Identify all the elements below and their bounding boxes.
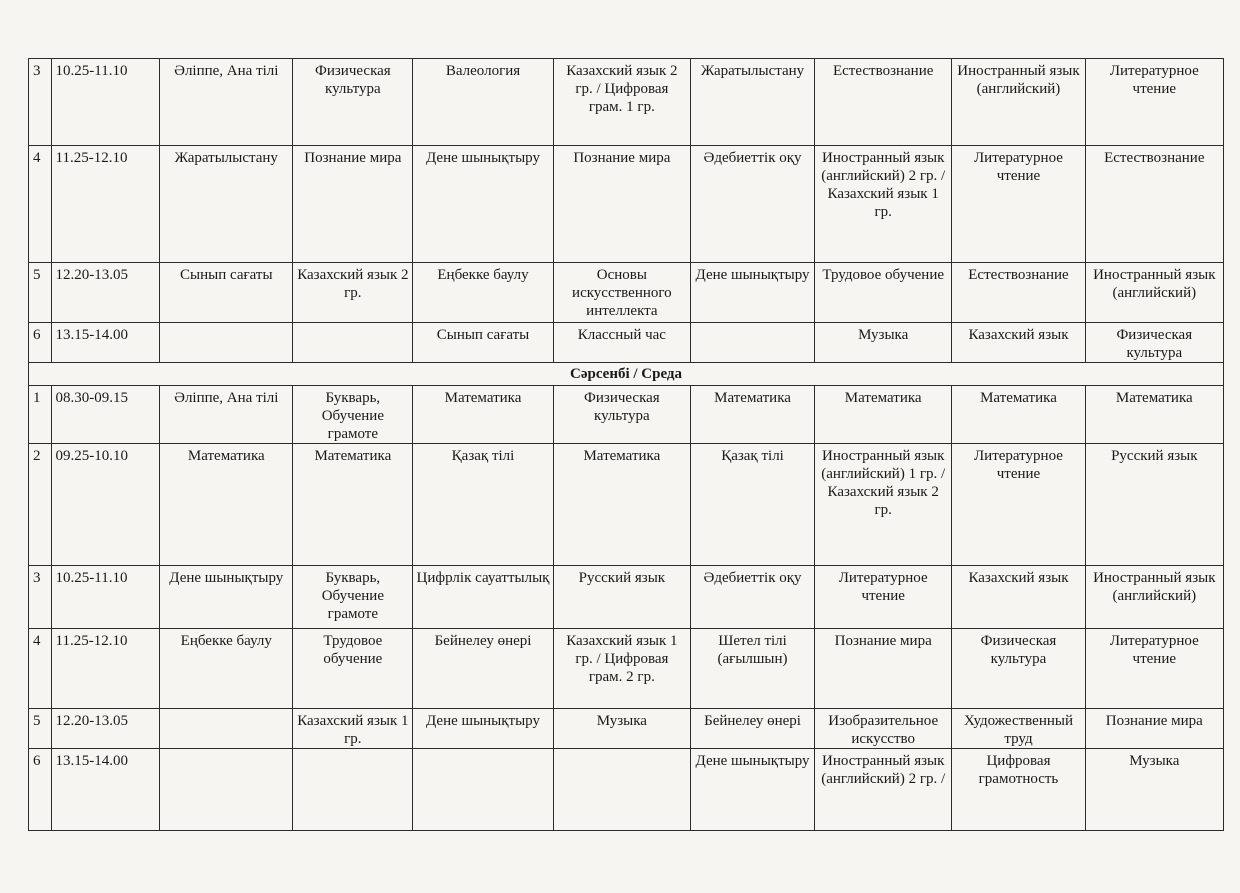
subject-cell: Еңбекке баулу xyxy=(413,263,553,323)
lesson-row xyxy=(29,444,1224,566)
subject-cell: Дене шынықтыру xyxy=(691,263,815,323)
lesson-time: 11.25-12.10 xyxy=(51,146,160,263)
subject-cell: Естествознание xyxy=(952,263,1085,323)
subject-cell: Бейнелеу өнері xyxy=(413,629,553,709)
subject-cell: Иностранный язык (английский) 2 гр. / xyxy=(815,749,952,831)
lesson-number: 3 xyxy=(29,566,52,629)
subject-cell: Дене шынықтыру xyxy=(413,146,553,263)
lesson-row xyxy=(29,386,1224,444)
subject-cell: Классный час xyxy=(553,323,690,363)
subject-cell: Трудовое обучение xyxy=(815,263,952,323)
subject-cell: Жаратылыстану xyxy=(691,59,815,146)
subject-cell: Иностранный язык (английский) xyxy=(1085,263,1223,323)
lesson-time: 13.15-14.00 xyxy=(51,323,160,363)
subject-cell: Естествознание xyxy=(1085,146,1223,263)
subject-cell: Математика xyxy=(1085,386,1223,444)
subject-cell: Математика xyxy=(815,386,952,444)
subject-cell: Математика xyxy=(293,444,413,566)
subject-cell: Казахский язык xyxy=(952,566,1085,629)
lesson-number: 4 xyxy=(29,629,52,709)
subject-cell: Дене шынықтыру xyxy=(413,709,553,749)
subject-cell: Математика xyxy=(553,444,690,566)
subject-cell: Физическая культура xyxy=(553,386,690,444)
subject-cell: Қазақ тілі xyxy=(691,444,815,566)
subject-cell: Еңбекке баулу xyxy=(160,629,293,709)
subject-cell: Бейнелеу өнері xyxy=(691,709,815,749)
lesson-time: 12.20-13.05 xyxy=(51,709,160,749)
subject-cell: Физическая культура xyxy=(1085,323,1223,363)
subject-cell xyxy=(160,749,293,831)
lesson-row xyxy=(29,709,1224,749)
subject-cell: Әліппе, Ана тілі xyxy=(160,59,293,146)
subject-cell xyxy=(160,709,293,749)
subject-cell: Казахский язык 2 гр. / Цифровая грам. 1 гр. xyxy=(553,59,690,146)
lesson-time: 10.25-11.10 xyxy=(51,59,160,146)
subject-cell: Букварь, Обучение грамоте xyxy=(293,566,413,629)
subject-cell: Әліппе, Ана тілі xyxy=(160,386,293,444)
subject-cell: Иностранный язык (английский) xyxy=(1085,566,1223,629)
subject-cell xyxy=(691,323,815,363)
subject-cell: Математика xyxy=(160,444,293,566)
lesson-time: 11.25-12.10 xyxy=(51,629,160,709)
subject-cell: Валеология xyxy=(413,59,553,146)
lesson-number: 6 xyxy=(29,749,52,831)
subject-cell: Сынып сағаты xyxy=(413,323,553,363)
subject-cell: Музыка xyxy=(1085,749,1223,831)
schedule-sheet xyxy=(28,58,1224,850)
subject-cell: Литературное чтение xyxy=(815,566,952,629)
subject-cell: Казахский язык xyxy=(952,323,1085,363)
lesson-row xyxy=(29,263,1224,323)
subject-cell: Естествознание xyxy=(815,59,952,146)
lesson-row xyxy=(29,146,1224,263)
lesson-time: 13.15-14.00 xyxy=(51,749,160,831)
subject-cell: Русский язык xyxy=(553,566,690,629)
subject-cell: Литературное чтение xyxy=(1085,59,1223,146)
subject-cell: Цифрлік сауаттылық xyxy=(413,566,553,629)
subject-cell: Литературное чтение xyxy=(952,444,1085,566)
subject-cell: Казахский язык 1 гр. xyxy=(293,709,413,749)
subject-cell: Иностранный язык (английский) xyxy=(952,59,1085,146)
subject-cell xyxy=(413,749,553,831)
lesson-number: 4 xyxy=(29,146,52,263)
lesson-number: 1 xyxy=(29,386,52,444)
subject-cell: Шетел тілі (ағылшын) xyxy=(691,629,815,709)
subject-cell: Трудовое обучение xyxy=(293,629,413,709)
subject-cell: Әдебиеттік оқу xyxy=(691,566,815,629)
subject-cell: Литературное чтение xyxy=(952,146,1085,263)
subject-cell: Дене шынықтыру xyxy=(691,749,815,831)
subject-cell: Казахский язык 2 гр. xyxy=(293,263,413,323)
lesson-row xyxy=(29,59,1224,146)
subject-cell: Дене шынықтыру xyxy=(160,566,293,629)
lesson-number: 3 xyxy=(29,59,52,146)
lesson-number: 2 xyxy=(29,444,52,566)
lesson-row xyxy=(29,749,1224,831)
subject-cell xyxy=(553,749,690,831)
lesson-time: 12.20-13.05 xyxy=(51,263,160,323)
subject-cell: Изобразительное искусство xyxy=(815,709,952,749)
subject-cell: Музыка xyxy=(553,709,690,749)
subject-cell: Математика xyxy=(952,386,1085,444)
subject-cell xyxy=(160,323,293,363)
subject-cell: Цифровая грамотность xyxy=(952,749,1085,831)
lesson-row xyxy=(29,323,1224,363)
subject-cell: Әдебиеттік оқу xyxy=(691,146,815,263)
subject-cell: Казахский язык 1 гр. / Цифровая грам. 2 гр. xyxy=(553,629,690,709)
subject-cell: Познание мира xyxy=(553,146,690,263)
subject-cell: Сынып сағаты xyxy=(160,263,293,323)
lesson-time: 09.25-10.10 xyxy=(51,444,160,566)
subject-cell: Иностранный язык (английский) 1 гр. / Казахский язык 2 гр. xyxy=(815,444,952,566)
day-header-row xyxy=(29,363,1224,386)
lesson-row xyxy=(29,566,1224,629)
day-header: Сәрсенбі / Среда xyxy=(29,363,1224,386)
lesson-number: 5 xyxy=(29,709,52,749)
subject-cell: Русский язык xyxy=(1085,444,1223,566)
subject-cell: Познание мира xyxy=(815,629,952,709)
lesson-row xyxy=(29,629,1224,709)
lesson-number: 6 xyxy=(29,323,52,363)
subject-cell: Физическая культура xyxy=(293,59,413,146)
subject-cell: Физическая культура xyxy=(952,629,1085,709)
lesson-time: 08.30-09.15 xyxy=(51,386,160,444)
subject-cell: Художественный труд xyxy=(952,709,1085,749)
subject-cell: Литературное чтение xyxy=(1085,629,1223,709)
subject-cell: Познание мира xyxy=(1085,709,1223,749)
lesson-number: 5 xyxy=(29,263,52,323)
lesson-time: 10.25-11.10 xyxy=(51,566,160,629)
subject-cell: Жаратылыстану xyxy=(160,146,293,263)
subject-cell: Математика xyxy=(413,386,553,444)
schedule-table xyxy=(28,58,1224,831)
subject-cell xyxy=(293,323,413,363)
subject-cell xyxy=(293,749,413,831)
subject-cell: Қазақ тілі xyxy=(413,444,553,566)
subject-cell: Иностранный язык (английский) 2 гр. / Казахский язык 1 гр. xyxy=(815,146,952,263)
subject-cell: Познание мира xyxy=(293,146,413,263)
subject-cell: Основы искусственного интеллекта xyxy=(553,263,690,323)
subject-cell: Музыка xyxy=(815,323,952,363)
subject-cell: Математика xyxy=(691,386,815,444)
subject-cell: Букварь, Обучение грамоте xyxy=(293,386,413,444)
